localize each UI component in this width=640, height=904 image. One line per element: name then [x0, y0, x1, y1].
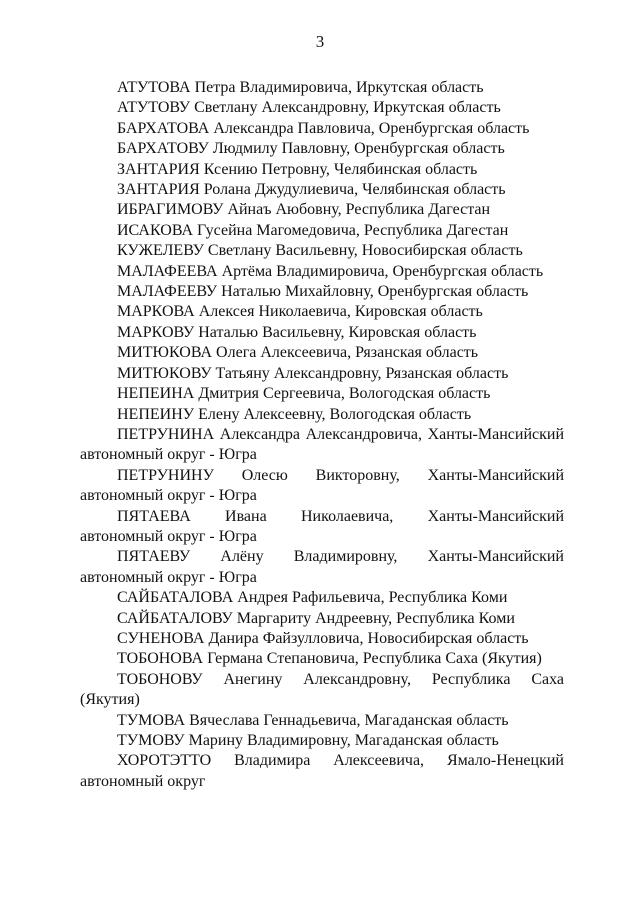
list-item: МИТЮКОВУ Татьяну Александровну, Рязанская область: [117, 364, 509, 382]
list-item-line: ПЕТРУНИНУ Олесю Викторовну, Ханты-Мансийский: [117, 466, 564, 484]
list-item: БАРХАТОВУ Людмилу Павловну, Оренбургская область: [117, 140, 505, 158]
list-item: [80, 670, 564, 711]
list-item: ИСАКОВА Гусейна Магомедовича, Республика Дагестан: [117, 221, 509, 239]
award-list: [80, 78, 564, 792]
list-item-line: ПЯТАЕВА Ивана Николаевича, Ханты-Мансийский: [117, 507, 564, 525]
list-item-line: автономный округ - Югра: [80, 527, 257, 545]
list-item: ЗАНТАРИЯ Ксению Петровну, Челябинская область: [117, 160, 478, 178]
list-item: НЕПЕИНА Дмитрия Сергеевича, Вологодская область: [117, 385, 491, 403]
list-item: ТУМОВА Вячеслава Геннадьевича, Магаданская область: [117, 711, 509, 729]
list-item: [80, 466, 564, 507]
list-item: [80, 507, 564, 548]
list-item: КУЖЕЛЕВУ Светлану Васильевну, Новосибирская область: [117, 242, 523, 260]
list-item: [80, 547, 564, 588]
list-item: ТОБОНОВА Германа Степановича, Республика Саха (Якутия): [117, 650, 542, 668]
list-item: САЙБАТАЛОВА Андрея Рафильевича, Республика Коми: [117, 589, 508, 607]
list-item: АТУТОВА Петра Владимировича, Иркутская область: [117, 79, 484, 96]
list-item: МИТЮКОВА Олега Алексеевича, Рязанская область: [117, 344, 479, 362]
list-item: САЙБАТАЛОВУ Маргариту Андреевну, Республика Коми: [117, 609, 515, 627]
list-item: МАЛАФЕЕВУ Наталью Михайловну, Оренбургская область: [117, 283, 529, 301]
list-item: НЕПЕИНУ Елену Алексеевну, Вологодская область: [117, 405, 472, 423]
list-item-line: ПЕТРУНИНА Александра Александровича, Ханты-Мансийский: [117, 425, 564, 443]
list-item-line: автономный округ - Югра: [80, 487, 257, 505]
list-item: [80, 425, 564, 466]
list-item-line: автономный округ - Югра: [80, 446, 257, 464]
list-item: СУНЕНОВА Данира Файзулловича, Новосибирская область: [117, 629, 529, 647]
list-item: ЗАНТАРИЯ Ролана Джудулиевича, Челябинская область: [117, 181, 506, 199]
list-item-line: автономный округ - Югра: [80, 568, 257, 586]
list-item-line: автономный округ: [80, 772, 206, 790]
list-item: АТУТОВУ Светлану Александровну, Иркутская область: [117, 99, 501, 117]
list-item: МАЛАФЕЕВА Артёма Владимировича, Оренбургская область: [117, 262, 544, 280]
list-item: МАРКОВА Алексея Николаевича, Кировская область: [117, 303, 483, 321]
list-item-line: ТОБОНОВУ Анегину Александровну, Республика Саха: [117, 670, 564, 688]
list-item: [80, 751, 564, 792]
list-item-line: ПЯТАЕВУ Алёну Владимировну, Ханты-Мансийский: [117, 548, 564, 566]
list-item: МАРКОВУ Наталью Васильевну, Кировская область: [117, 323, 477, 341]
list-item: ИБРАГИМОВУ Айнаъ Аюбовну, Республика Дагестан: [117, 201, 491, 219]
list-item: ТУМОВУ Марину Владимировну, Магаданская область: [117, 732, 499, 749]
page-number: 3: [315, 32, 325, 51]
list-item-line: (Якутия): [80, 691, 140, 709]
list-item-line: ХОРОТЭТТО Владимира Алексеевича, Ямало-Ненецкий: [117, 752, 564, 770]
list-item: БАРХАТОВА Александра Павловича, Оренбургская область: [117, 119, 530, 137]
